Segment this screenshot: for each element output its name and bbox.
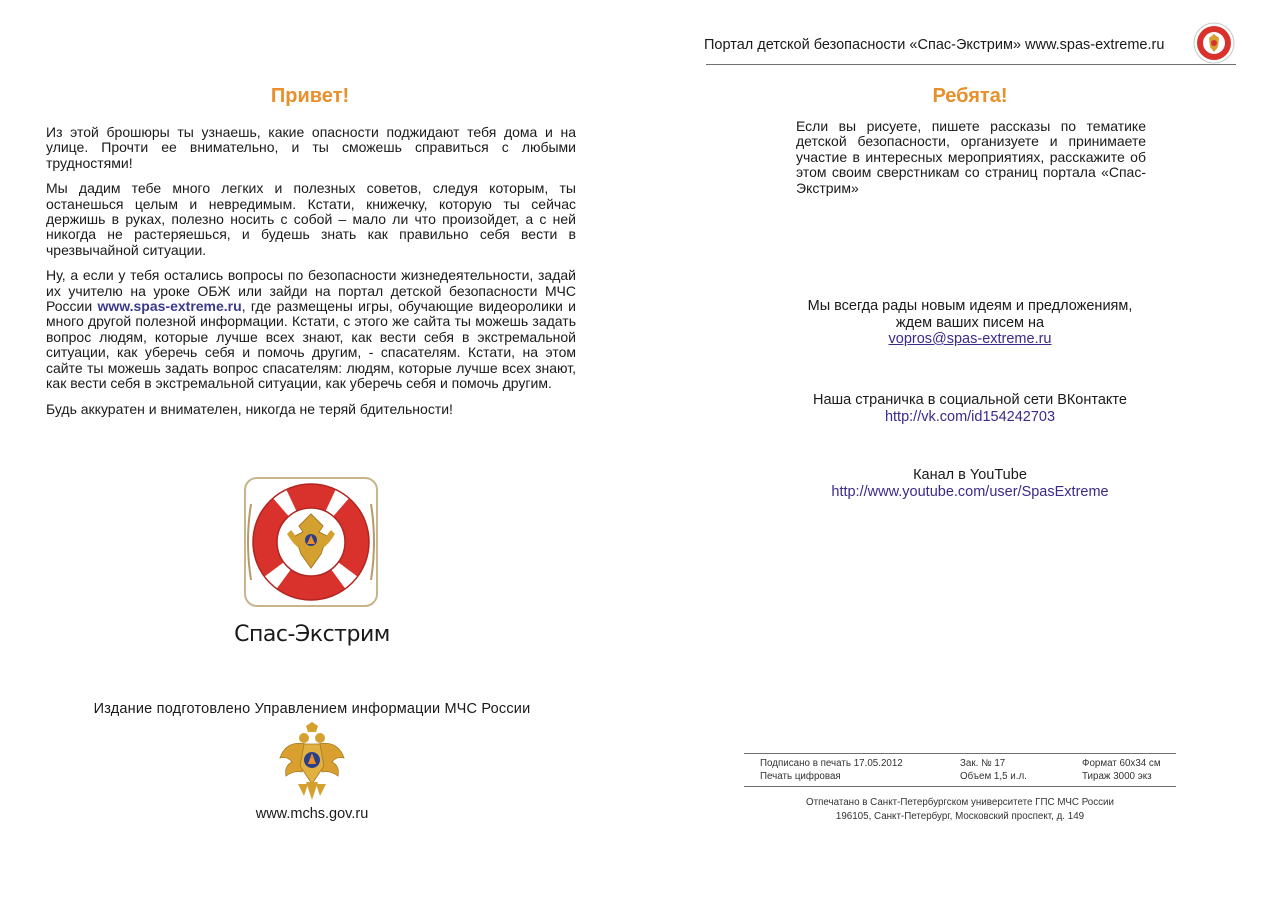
kids-invitation-block	[796, 119, 1146, 196]
spas-extreme-logo-caption: Спас-Экстрим	[234, 622, 390, 647]
imprint-format: Формат 60х34 см	[1082, 758, 1161, 769]
closing-paragraph: Будь аккуратен и внимателен, никогда не теряй бдительности!	[46, 400, 453, 417]
left-page-body	[46, 125, 576, 427]
questions-text-after: , где размещены игры, обучающие видеоролики и много другой полезной информации. Кстати, с этого же сайта ты можешь задать вопрос людям, которые лучше всех знают, как вести себя в экстремальной ситуации, как уберечь себя и помочь другим, - спасателям. Кстати, на этом сайте ты можешь задать вопрос спасателям: людям, которые лучше всех знают, как вести себя в экстремальной ситуации, как уберечь себя и помочь другим.	[46, 298, 576, 392]
imprint-print-type: Печать цифровая	[760, 771, 841, 782]
mchs-eagle-emblem-icon	[276, 722, 348, 804]
kids-invitation-text: Если вы рисуете, пишете рассказы по тематике детской безопасности, организуете и принимаете участие в интересных мероприятиях, расскажите об этом своим сверстникам со страниц портала «Спас-Экстрим»	[796, 118, 1146, 196]
youtube-label: Канал в YouTube	[913, 467, 1027, 483]
vk-link[interactable]: http://vk.com/id154242703	[884, 409, 1056, 425]
printer-address-line: 196105, Санкт-Петербург, Московский проспект, д. 149	[835, 811, 1085, 822]
questions-text-before: Ну, а если у тебя остались вопросы по безопасности жизнедеятельности, задай их учителю на уроке ОБЖ или зайди на портал детской безопасности МЧС России	[46, 267, 576, 315]
mchs-website-link[interactable]: www.mchs.gov.ru	[255, 806, 369, 822]
questions-paragraph	[46, 268, 576, 391]
portal-header-text: Портал детской безопасности «Спас-Экстрим» www.spas-extreme.ru	[704, 37, 1165, 53]
imprint-bottom-divider	[744, 786, 1176, 787]
imprint-order-number: Зак. № 17	[960, 758, 1006, 769]
email-link[interactable]: vopros@spas-extreme.ru	[888, 331, 1052, 347]
vk-label: Наша страничка в социальной сети ВКонтакте	[813, 392, 1127, 408]
imprint-volume: Объем 1,5 и.л.	[960, 771, 1027, 782]
imprint-row-1	[760, 758, 1164, 769]
left-page-heading: Привет!	[270, 85, 350, 107]
ideas-line-2: ждем ваших писем на	[895, 314, 1045, 331]
prepared-by-text: Издание подготовлено Управлением информации МЧС России	[93, 701, 531, 717]
spas-extreme-link[interactable]: www.spas-extreme.ru	[97, 298, 242, 315]
youtube-block	[770, 467, 1170, 501]
ideas-block	[770, 298, 1170, 348]
vk-block	[770, 392, 1170, 426]
imprint-top-divider	[744, 753, 1176, 754]
lifebuoy-icon	[241, 474, 381, 610]
header-divider	[706, 64, 1236, 65]
youtube-link[interactable]: http://www.youtube.com/user/SpasExtreme	[831, 484, 1109, 500]
ideas-line-1: Мы всегда рады новым идеям и предложениям,	[807, 298, 1133, 314]
printed-at-line: Отпечатано в Санкт-Петербургском университете ГПС МЧС России	[805, 797, 1115, 808]
imprint-circulation: Тираж 3000 экз	[1082, 771, 1152, 782]
imprint-row-2	[760, 771, 1164, 782]
imprint-signed-date: Подписано в печать 17.05.2012	[760, 758, 903, 769]
spas-extreme-round-badge-icon	[1193, 22, 1235, 64]
intro-paragraph: Из этой брошюры ты узнаешь, какие опасности поджидают тебя дома и на улице. Прочти ее внимательно, и ты сможешь справиться с любыми трудностями!	[46, 124, 576, 171]
right-page-heading: Ребята!	[932, 85, 1008, 107]
advice-paragraph: Мы дадим тебе много легких и полезных советов, следуя которым, ты останешься целым и невредимым. Кстати, книжечку, которую ты сейчас держишь в руках, полезно носить с собой – мало ли что произойдет, а с ней никогда не растеряешься, и будешь знать как правильно себя вести в чрезвычайной ситуации.	[46, 180, 576, 258]
